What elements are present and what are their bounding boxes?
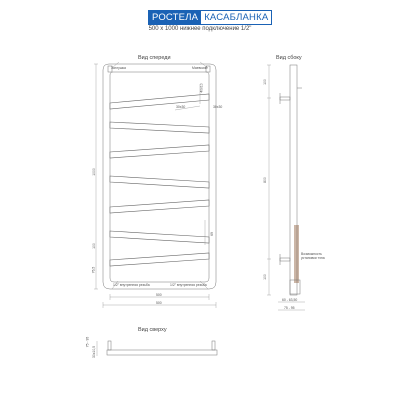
dim-100: 100	[91, 243, 96, 249]
thread-left-label: 1/2" внутренняя резьба	[113, 283, 150, 287]
dim-69: 69	[209, 232, 214, 236]
heater-note: Возможность установки тэна	[301, 252, 325, 260]
side-dim-100-bottom: 100	[262, 274, 267, 280]
dim-500-inner: 500	[156, 293, 162, 297]
dim-76-5: 76,5	[91, 266, 96, 274]
side-view-title: Вид сбоку	[276, 55, 302, 61]
side-dim-60: 60 - 63,50	[282, 298, 298, 302]
top-dim-a: 75 - 95	[85, 336, 90, 348]
top-view-title: Вид сверху	[138, 327, 167, 333]
dim-height: 1000	[91, 168, 96, 176]
side-dim-800: 800	[262, 177, 267, 183]
side-view	[267, 65, 305, 310]
dim-30x30-right: 30x30	[213, 105, 223, 109]
model-name: КАСАБЛАНКА	[201, 11, 271, 24]
dim-30x30-left: 30x30	[176, 105, 186, 109]
top-view	[97, 341, 217, 356]
side-dim-100-top: 100	[262, 79, 267, 85]
plug-right-label: Маевский	[192, 66, 208, 70]
dim-500-outer: 500	[156, 301, 162, 305]
front-bars	[110, 94, 209, 266]
dim-40x10: 40x10	[199, 83, 204, 93]
side-dim-75: 75 - 95	[284, 306, 295, 310]
thread-right-label: 1/2" внутренняя резьба	[170, 283, 207, 287]
subtitle: 500 x 1000 нижнее подключение 1/2"	[148, 26, 252, 32]
front-view-title: Вид спереди	[138, 55, 171, 61]
plug-left-label: Заглушка	[111, 66, 126, 70]
brand-name: РОСТЕЛА	[149, 11, 201, 24]
top-dim-b: 30x10,5	[92, 345, 97, 359]
